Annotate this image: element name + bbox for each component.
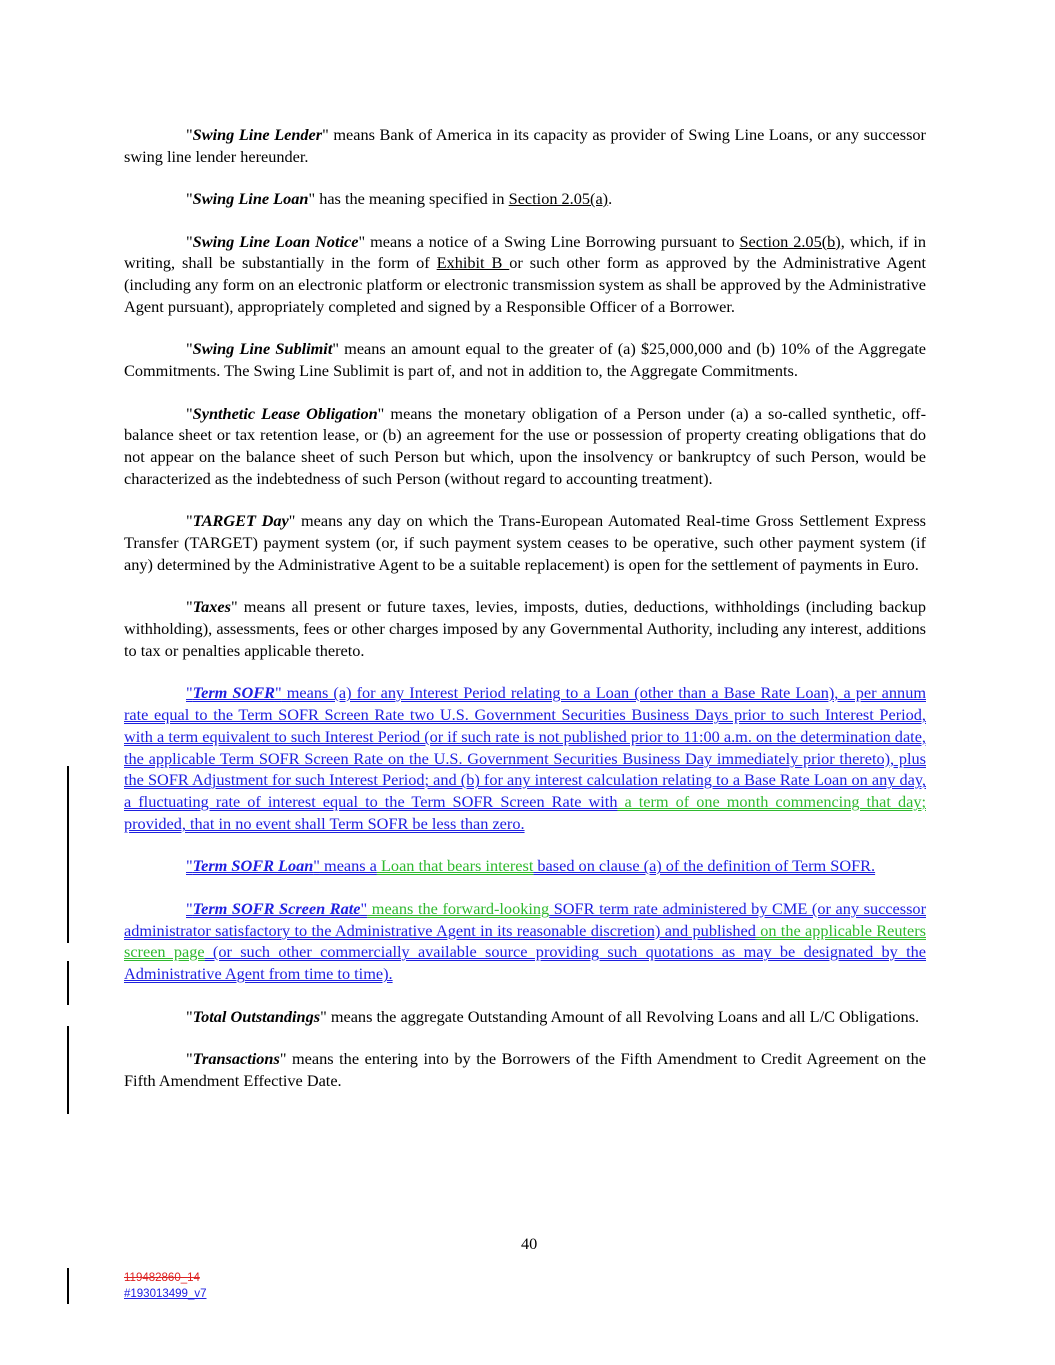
change-bar xyxy=(67,766,69,943)
definition-text: SOFR term rate administered by CME (or any successor administrator satisfactory to the Administrative Agent in its reasonable discretion) and published xyxy=(124,898,926,940)
definition-text: . xyxy=(608,189,613,209)
definition-paragraph xyxy=(124,231,926,318)
term-name: Swing Line Loan xyxy=(192,189,309,209)
definition-text: means all present or future taxes, levies, imposts, duties, deductions, withholdings (including backup withholding), assessments, fees or other charges imposed by any Governmental Authority, including any interest, additions to tax or penalties applicable thereto. xyxy=(124,597,926,660)
section-reference: Section 2.05(a) xyxy=(508,189,609,209)
definition-paragraph xyxy=(124,855,926,877)
defined-term: "Swing Line Sublimit" xyxy=(186,339,340,359)
definition-paragraph xyxy=(124,124,926,168)
document-id: #193013499_v7 xyxy=(124,1288,207,1300)
definition-text: means the aggregate Outstanding Amount of all Revolving Loans and all L/C Obligations. xyxy=(326,1006,920,1026)
deleted-document-id: 119482860_14 xyxy=(124,1272,200,1284)
term-name: Swing Line Lender xyxy=(192,125,323,144)
definition-text: a term of one month commencing that day; xyxy=(617,792,926,812)
definition-paragraph xyxy=(124,188,926,210)
term-name: Term SOFR Screen Rate xyxy=(192,898,361,918)
term-name: Term SOFR Loan xyxy=(192,856,314,876)
defined-term: "TARGET Day" xyxy=(186,511,296,531)
term-name: Synthetic Lease Obligation xyxy=(192,403,378,423)
document-body xyxy=(124,124,926,1112)
change-bar xyxy=(67,1268,69,1304)
definition-text: means Bank of America in its capacity as provider of Swing Line Loans, or any successor swing line lender hereunder. xyxy=(124,125,926,166)
term-name: Swing Line Sublimit xyxy=(192,339,333,359)
definition-paragraph xyxy=(124,338,926,382)
definition-paragraph xyxy=(124,403,926,490)
term-name: Term SOFR xyxy=(192,683,275,703)
defined-term: "Term SOFR Loan" xyxy=(186,856,320,876)
definition-text: means a xyxy=(319,856,377,876)
definition-paragraph xyxy=(124,510,926,575)
definition-paragraph xyxy=(124,596,926,661)
definition-paragraph xyxy=(124,682,926,835)
definition-text: (or such other commercially available source providing such quotations as may be designated by the Administrative Agent from time to time). xyxy=(124,942,926,984)
definition-text: means the forward-looking xyxy=(367,898,550,918)
definition-text: means the monetary obligation of a Person under (a) a so-called synthetic, off-balance sheet or tax retention lease, or (b) an agreement for the use or possession of property creating obligations that do not appear on the balance sheet of such Person but which, upon the insolvency or bankruptcy of such Person, would be characterized as the indebtedness of such Person (without regard to accounting treatment). xyxy=(124,403,927,488)
defined-term: "Taxes" xyxy=(186,597,238,617)
defined-term: "Term SOFR" xyxy=(186,683,282,703)
definition-text: means a notice of a Swing Line Borrowing pursuant to xyxy=(365,231,740,251)
definition-text: with a term equivalent to such Interest Period (or if such rate is not published prior to 11:00 a.m. on the determination date, the applicable Term SOFR Screen Rate on the U.S. Government Securities Business Day immediately prior thereto), plus the SOFR Adjustment for such Interest Period; and (b) for any interest calculation relating to a Base Rate Loan on any day, a fluctuating rate of interest equal to the Term SOFR Screen Rate with xyxy=(124,726,926,812)
term-name: Taxes xyxy=(192,597,231,617)
document-id-footer xyxy=(124,1270,207,1302)
definition-text: means an amount equal to the greater of (a) $25,000,000 and (b) 10% of the Aggregate Commitments. The Swing Line Sublimit is part of, and not in addition to, the Aggregate Commitments. xyxy=(124,339,926,381)
definition-paragraph xyxy=(124,1048,926,1092)
defined-term: "Swing Line Loan" xyxy=(186,189,316,209)
term-name: Swing Line Loan Notice xyxy=(192,231,359,251)
definition-text: on the applicable Reuters screen page xyxy=(124,920,926,962)
section-reference: Section 2.05(b) xyxy=(739,231,841,251)
defined-term: "Swing Line Loan Notice" xyxy=(186,231,366,251)
definition-text: , which, if in writing, shall be substantially in the form of xyxy=(124,231,927,273)
change-bar xyxy=(67,1026,69,1114)
definition-paragraph xyxy=(124,1006,926,1028)
definition-text: means the entering into by the Borrowers of the Fifth Amendment to Credit Agreement on the Fifth Amendment Effective Date. xyxy=(124,1049,926,1090)
term-name: TARGET Day xyxy=(192,511,289,531)
term-name: Transactions xyxy=(192,1049,280,1069)
defined-term: "Term SOFR Screen Rate" xyxy=(186,898,368,918)
change-bar xyxy=(67,961,69,1005)
defined-term: "Swing Line Lender" xyxy=(186,125,329,144)
page-number: 40 xyxy=(521,1234,538,1253)
term-name: Total Outstandings xyxy=(192,1006,321,1026)
definition-text: Loan that bears interest xyxy=(376,856,534,876)
definition-text: means (a) for any Interest Period relating to a Loan (other than a Base Rate Loan), a per annum rate equal to the Term SOFR Screen Rate two U.S. Government Securities Business Days prior to such Interest Period, xyxy=(124,683,926,725)
definition-paragraph xyxy=(124,898,926,985)
defined-term: "Synthetic Lease Obligation" xyxy=(186,403,385,423)
definition-text: based on clause (a) of the definition of Term SOFR. xyxy=(533,856,876,876)
definition-text: or such other form as approved by the Administrative Agent (including any form on an electronic platform or electronic transmission system as shall be approved by the Administrative Agent pursuant), appropriately completed and signed by a Responsible Officer of a Borrower. xyxy=(124,253,926,316)
defined-term: "Total Outstandings" xyxy=(186,1006,327,1026)
defined-term: "Transactions" xyxy=(186,1049,287,1069)
definition-text: has the meaning specified in xyxy=(315,189,509,209)
definition-text: means any day on which the Trans-European Automated Real-time Gross Settlement Express Transfer (TARGET) payment system (or, if such payment system ceases to be operative, such other payment system (if any) determined by the Administrative Agent to be a suitable replacement) is open for the settlement of payments in Euro. xyxy=(124,511,926,574)
definition-text: provided, that in no event shall Term SOFR be less than zero. xyxy=(124,814,525,834)
section-reference: Exhibit B xyxy=(436,253,510,273)
